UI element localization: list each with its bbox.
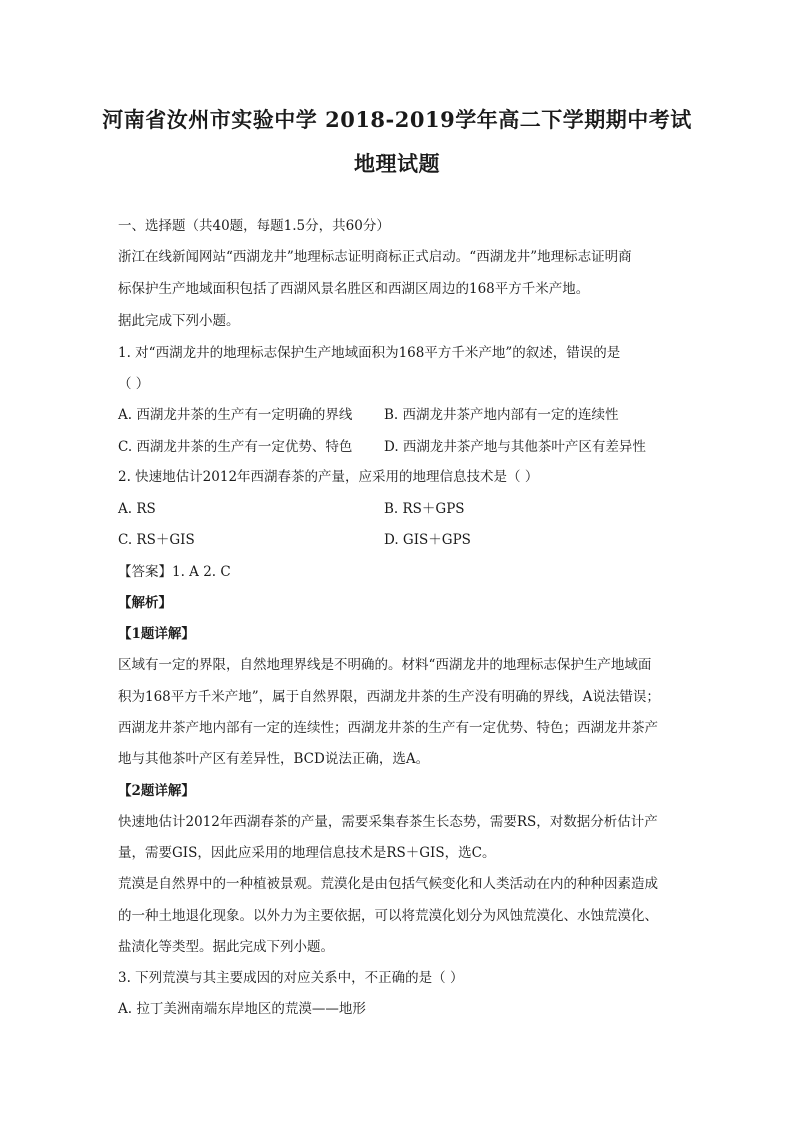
q2-stem: 2. 快速地估计2012年西湖春茶的产量，应采用的地理信息技术是（ ） bbox=[118, 469, 539, 485]
q1-option-a: A. 西湖龙井茶的生产有一定明确的界线 bbox=[118, 407, 353, 423]
intro1-line3: 据此完成下列小题。 bbox=[118, 313, 240, 329]
q2-options-row2 bbox=[118, 531, 688, 549]
detail1-label: 【1题详解】 bbox=[118, 626, 195, 642]
answer-line: 【答案】1. A 2. C bbox=[118, 564, 231, 580]
intro1-line2: 标保护生产地域面积包括了西湖风景名胜区和西湖区周边的168平方千米产地。 bbox=[118, 281, 590, 297]
q2-option-b: B. RS＋GPS bbox=[384, 501, 465, 517]
q3-stem: 3. 下列荒漠与其主要成因的对应关系中，不正确的是（ ） bbox=[118, 970, 464, 986]
detail2-line2: 量，需要GIS，因此应采用的地理信息技术是RS＋GIS，选C。 bbox=[118, 845, 496, 861]
q1-stem-line1: 1. 对“西湖龙井的地理标志保护生产地域面积为168平方千米产地”的叙述，错误的是 bbox=[118, 345, 621, 361]
analysis-label: 【解析】 bbox=[118, 595, 172, 611]
q1-options-row1 bbox=[118, 406, 688, 424]
section-header: 一、选择题（共40题，每题1.5分，共60分） bbox=[118, 218, 390, 234]
q1-options-row2 bbox=[118, 438, 688, 456]
q2-option-c: C. RS＋GIS bbox=[118, 532, 195, 548]
intro2-line3: 盐渍化等类型。据此完成下列小题。 bbox=[118, 939, 334, 955]
detail2-line1: 快速地估计2012年西湖春茶的产量，需要采集春茶生长态势，需要RS，对数据分析估计产 bbox=[118, 814, 658, 830]
q2-option-a: A. RS bbox=[118, 501, 156, 517]
intro2-line2: 的一种土地退化现象。以外力为主要依据，可以将荒漠化划分为风蚀荒漠化、水蚀荒漠化、 bbox=[118, 908, 658, 924]
detail1-line4: 地与其他茶叶产区有差异性，BCD说法正确，选A。 bbox=[118, 751, 430, 767]
intro1-line1: 浙江在线新闻网站“西湖龙井”地理标志证明商标正式启动。“西湖龙井”地理标志证明商 bbox=[118, 249, 632, 265]
document-title-line2: 地理试题 bbox=[354, 151, 440, 176]
document-title-line1: 河南省汝州市实验中学 2018-2019学年高二下学期期中考试 bbox=[102, 107, 692, 132]
detail1-line2: 积为168平方千米产地”，属于自然界限，西湖龙井茶的生产没有明确的界线，A说法错误； bbox=[118, 689, 660, 705]
intro2-line1: 荒漠是自然界中的一种植被景观。荒漠化是由包括气候变化和人类活动在内的种种因素造成 bbox=[118, 876, 658, 892]
q1-option-b: B. 西湖龙井茶产地内部有一定的连续性 bbox=[384, 407, 619, 423]
q2-options-row1 bbox=[118, 500, 688, 518]
q2-option-d: D. GIS＋GPS bbox=[384, 532, 471, 548]
q1-stem-line2: （ ） bbox=[118, 376, 150, 392]
q1-option-c: C. 西湖龙井茶的生产有一定优势、特色 bbox=[118, 439, 353, 455]
detail2-label: 【2题详解】 bbox=[118, 783, 195, 799]
q1-option-d: D. 西湖龙井茶产地与其他茶叶产区有差异性 bbox=[384, 439, 646, 455]
detail1-line3: 西湖龙井茶产地内部有一定的连续性；西湖龙井茶的生产有一定优势、特色；西湖龙井茶产 bbox=[118, 720, 658, 736]
q3-option-a: A. 拉丁美洲南端东岸地区的荒漠——地形 bbox=[118, 1001, 366, 1017]
detail1-line1: 区域有一定的界限，自然地理界线是不明确的。材料“西湖龙井的地理标志保护生产地域面 bbox=[118, 657, 652, 673]
